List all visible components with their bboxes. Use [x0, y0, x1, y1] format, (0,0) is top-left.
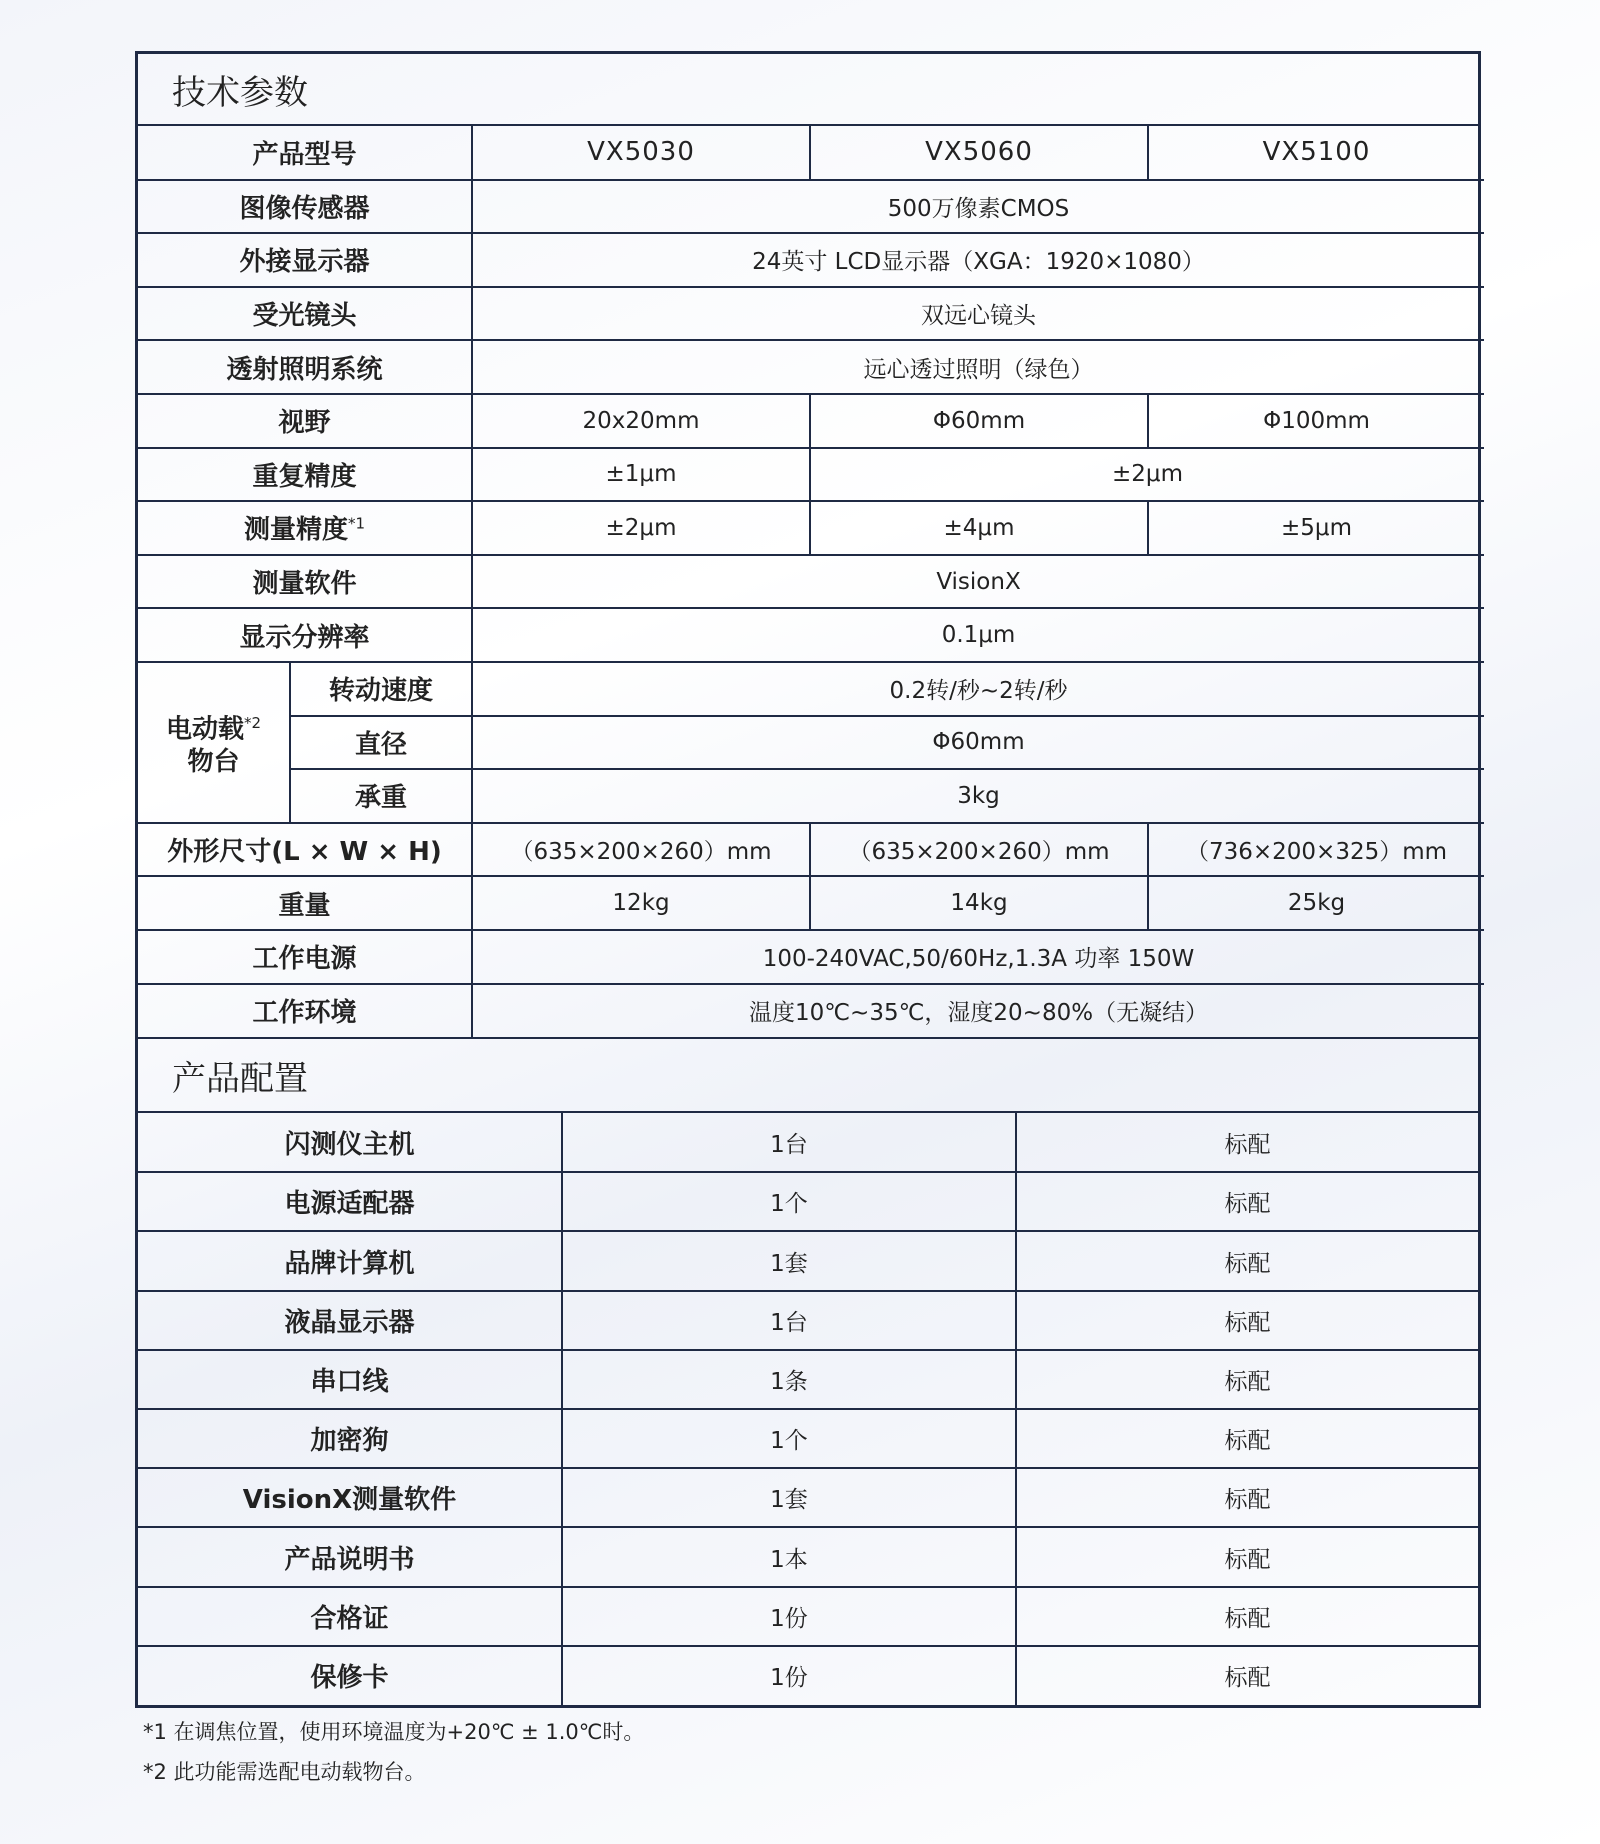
- config-item-type: 标配: [1016, 1291, 1478, 1350]
- row-value: 12kg: [472, 876, 810, 930]
- config-item-type: 标配: [1016, 1113, 1478, 1172]
- row-label: 透射照明系统: [138, 340, 472, 394]
- table-row: [138, 769, 1484, 823]
- footnotes: [143, 1712, 644, 1792]
- row-value: ±2μm: [472, 501, 810, 555]
- row-label: 重复精度: [138, 448, 472, 502]
- table-row: [138, 501, 1484, 555]
- accuracy-label: 测量精度: [243, 515, 348, 546]
- row-value: （635×200×260）mm: [472, 823, 810, 877]
- table-row: [138, 608, 1484, 662]
- table-row: [138, 1527, 1478, 1586]
- config-item-type: 标配: [1016, 1172, 1478, 1231]
- config-item-type: 标配: [1016, 1587, 1478, 1646]
- row-label: 外形尺寸(L × W × H): [138, 823, 472, 877]
- config-item-type: 标配: [1016, 1231, 1478, 1290]
- table-row: [138, 716, 1484, 770]
- config-item-name: 串口线: [138, 1350, 562, 1409]
- footnote-2: *2 此功能需选配电动载物台。: [143, 1760, 426, 1784]
- row-label: [138, 501, 472, 555]
- row-label: 测量软件: [138, 555, 472, 609]
- config-item-name: 加密狗: [138, 1409, 562, 1468]
- row-value: Φ100mm: [1148, 394, 1484, 448]
- stage-label: [138, 662, 290, 823]
- table-row: [138, 1113, 1478, 1172]
- config-item-qty: 1台: [562, 1291, 1016, 1350]
- row-value: 25kg: [1148, 876, 1484, 930]
- table-row: [138, 555, 1484, 609]
- table-row: [138, 340, 1484, 394]
- table-row: [138, 180, 1484, 234]
- config-item-qty: 1套: [562, 1468, 1016, 1527]
- table-row: [138, 876, 1484, 930]
- row-label: 工作环境: [138, 984, 472, 1038]
- row-value: 100-240VAC,50/60Hz,1.3A 功率 150W: [472, 930, 1484, 984]
- table-row: [138, 1468, 1478, 1527]
- table-row: [138, 394, 1484, 448]
- row-value: VisionX: [472, 555, 1484, 609]
- table-row: [138, 1350, 1478, 1409]
- config-item-type: 标配: [1016, 1409, 1478, 1468]
- footnote-1: *1 在调焦位置，使用环境温度为+20℃ ± 1.0℃时。: [143, 1720, 645, 1744]
- row-label: 直径: [290, 716, 472, 770]
- note-mark: *2: [243, 714, 262, 732]
- row-value: 0.2转/秒~2转/秒: [472, 662, 1484, 716]
- row-value: 双远心镜头: [472, 287, 1484, 341]
- note-mark: *1: [347, 514, 366, 533]
- config-item-name: 液晶显示器: [138, 1291, 562, 1350]
- row-value: ±2μm: [810, 448, 1484, 502]
- row-value: 温度10℃~35℃，湿度20~80%（无凝结）: [472, 984, 1484, 1038]
- spec-sheet: [135, 51, 1481, 1708]
- row-label: 显示分辨率: [138, 608, 472, 662]
- config-item-name: 品牌计算机: [138, 1231, 562, 1290]
- config-item-qty: 1份: [562, 1646, 1016, 1705]
- row-value: （736×200×325）mm: [1148, 823, 1484, 877]
- row-label: 工作电源: [138, 930, 472, 984]
- config-item-type: 标配: [1016, 1350, 1478, 1409]
- model-vx5100: VX5100: [1148, 126, 1484, 180]
- config-section-title: 产品配置: [138, 1037, 1478, 1113]
- config-item-qty: 1份: [562, 1587, 1016, 1646]
- stage-label-line2: 物台: [187, 746, 240, 777]
- row-value: ±1μm: [472, 448, 810, 502]
- model-label: 产品型号: [138, 126, 472, 180]
- spec-table: [138, 126, 1484, 1037]
- config-item-name: 闪测仪主机: [138, 1113, 562, 1172]
- config-item-name: 电源适配器: [138, 1172, 562, 1231]
- config-table: [138, 1113, 1478, 1705]
- config-item-qty: 1套: [562, 1231, 1016, 1290]
- row-label: 外接显示器: [138, 233, 472, 287]
- table-row: [138, 1172, 1478, 1231]
- model-vx5060: VX5060: [810, 126, 1148, 180]
- config-item-qty: 1个: [562, 1172, 1016, 1231]
- row-value: ±4μm: [810, 501, 1148, 555]
- config-item-name: 产品说明书: [138, 1527, 562, 1586]
- table-row: [138, 930, 1484, 984]
- spec-section-title: 技术参数: [138, 54, 1478, 126]
- config-item-type: 标配: [1016, 1468, 1478, 1527]
- config-item-qty: 1台: [562, 1113, 1016, 1172]
- row-value: ±5μm: [1148, 501, 1484, 555]
- row-label: 转动速度: [290, 662, 472, 716]
- table-row: [138, 1646, 1478, 1705]
- table-row: [138, 1231, 1478, 1290]
- table-row: [138, 233, 1484, 287]
- config-rows: [138, 1113, 1478, 1705]
- row-value: Φ60mm: [472, 716, 1484, 770]
- table-row: [138, 287, 1484, 341]
- row-value: 24英寸 LCD显示器（XGA：1920×1080）: [472, 233, 1484, 287]
- row-value: （635×200×260）mm: [810, 823, 1148, 877]
- model-vx5030: VX5030: [472, 126, 810, 180]
- row-value: 14kg: [810, 876, 1148, 930]
- config-item-qty: 1本: [562, 1527, 1016, 1586]
- config-item-name: VisionX测量软件: [138, 1468, 562, 1527]
- row-value: Φ60mm: [810, 394, 1148, 448]
- row-value: 500万像素CMOS: [472, 180, 1484, 234]
- table-row: [138, 1587, 1478, 1646]
- config-item-type: 标配: [1016, 1527, 1478, 1586]
- config-item-type: 标配: [1016, 1646, 1478, 1705]
- row-label: 视野: [138, 394, 472, 448]
- table-row: [138, 984, 1484, 1038]
- row-label: 重量: [138, 876, 472, 930]
- table-row: [138, 662, 1484, 716]
- table-row: [138, 126, 1484, 180]
- config-item-name: 合格证: [138, 1587, 562, 1646]
- row-value: 20x20mm: [472, 394, 810, 448]
- config-item-name: 保修卡: [138, 1646, 562, 1705]
- table-row: [138, 1291, 1478, 1350]
- table-row: [138, 448, 1484, 502]
- row-label: 受光镜头: [138, 287, 472, 341]
- config-item-qty: 1条: [562, 1350, 1016, 1409]
- table-row: [138, 823, 1484, 877]
- table-row: [138, 1409, 1478, 1468]
- row-value: 0.1μm: [472, 608, 1484, 662]
- row-value: 3kg: [472, 769, 1484, 823]
- stage-label-line1: 电动载: [165, 714, 244, 745]
- row-value: 远心透过照明（绿色）: [472, 340, 1484, 394]
- row-label: 承重: [290, 769, 472, 823]
- row-label: 图像传感器: [138, 180, 472, 234]
- config-item-qty: 1个: [562, 1409, 1016, 1468]
